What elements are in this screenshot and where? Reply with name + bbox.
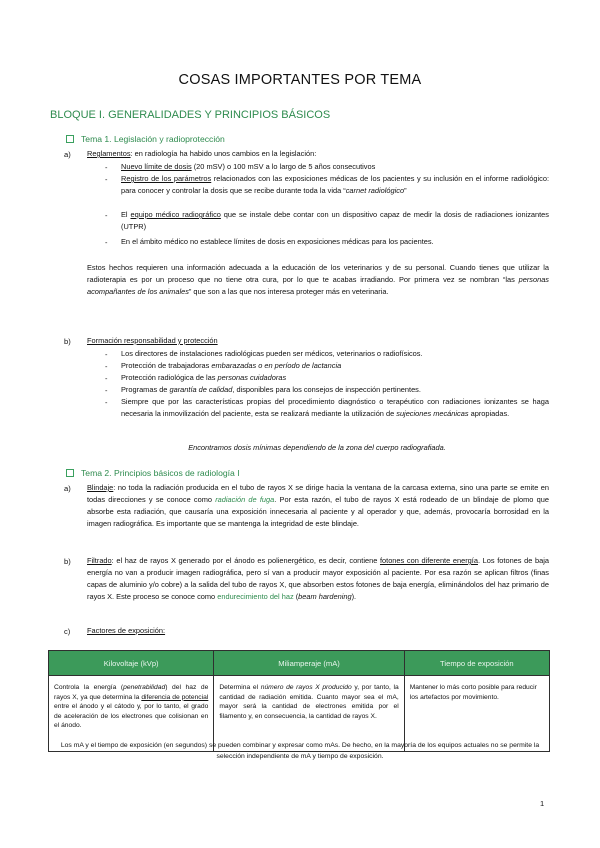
table-header: Miliamperaje (mA) [214, 651, 404, 676]
cell-text: y, por tanto, la cantidad de radiación emitida. Cuanto mayor sea el mA, mayor será la cantidad de electrones emitida por el filamento y, en consecuencia, la cantidad de rayos X. [219, 684, 399, 720]
bullet-text: , disponibles para los consejos de inspección pertinentes. [232, 385, 421, 394]
bullet-item: Los directores de instalaciones radiológicas pueden ser médicos, veterinarios o radiofísicos. [121, 349, 423, 358]
bullet-dash: - [105, 163, 108, 172]
filtrado-term: Filtrado [87, 556, 112, 565]
page-number: 1 [540, 799, 545, 808]
bullet-dash: - [105, 398, 108, 407]
paragraph-text: ). [351, 592, 357, 601]
bullet-item [121, 161, 549, 173]
bullet-dash: - [105, 350, 108, 359]
tema1-heading [66, 134, 225, 144]
highlight-term: radiación de fuga [215, 495, 275, 504]
item-a-text [87, 148, 547, 160]
paragraph-text: . Los fotones de baja energía no van a producir imagen radiográfica, pero sí van a producir mayor exposición al paciente. Por esa razón se aplican filtros (finas capas de aluminio y/o cobre) a la salida del tubo de rayos X, que absorben estos fotones de baja energía, eliminándolos del haz primario de rayos X. Este proceso se conoce como [87, 556, 549, 601]
bullet-underlined: equipo médico radiográfico [130, 210, 221, 219]
italic-term: beam hardening [298, 592, 352, 601]
bullet-text: ” [404, 186, 407, 195]
paragraph-text: Estos hechos requieren una información adecuada a la educación de los veterinarios y de su personal. Cuando tienes que utilizar la radioterapia es por un proceso que no tiene otra cura, por lo que te acabas irradiando. Por primera vez se nombran “las [87, 263, 549, 284]
bullet-dash: - [105, 175, 108, 184]
tema2-heading [66, 468, 240, 478]
bullet-text: que se instale debe contar con un dispositivo capaz de medir la dosis de radiaciones ionizantes (UTPR) [121, 210, 549, 231]
blindaje-term: Blindaje [87, 483, 114, 492]
paragraph-text: ( [293, 592, 299, 601]
table-header: Kilovoltaje (kVp) [49, 651, 214, 676]
bullet-text: Programas de [121, 385, 170, 394]
table-cell: Mantener lo más corto posible para reducir los artefactos por movimiento. [404, 676, 549, 752]
item-a-rest: : en radiología ha habido unos cambios en la legislación: [130, 149, 317, 158]
bullet-dash: - [105, 374, 108, 383]
paragraph-italic: personas acompañantes de los animales [87, 275, 549, 296]
bullet-italic: carnet radiológico [345, 186, 405, 195]
factores-title: Factores de exposición: [87, 626, 166, 635]
bullet-underlined: Nuevo límite de dosis [121, 162, 192, 171]
item-b-title-text: Formación responsabilidad y protección [87, 336, 218, 345]
bullet-text: (20 mSV) o 100 mSV a lo largo de 5 años consecutivos [191, 162, 376, 171]
bullet-italic: embarazadas o en período de lactancia [211, 361, 342, 370]
bullet-italic: garantía de calidad [169, 385, 233, 394]
checkbox-icon[interactable] [66, 135, 74, 143]
center-note: Encontramos dosis mínimas dependiendo de la zona del cuerpo radiografiada. [188, 443, 446, 452]
cell-underlined: diferencia de potencial [141, 693, 209, 701]
bullet-dash: - [105, 238, 108, 247]
bullet-text: Siempre que por las características propias del procedimiento diagnóstico o terapéutico con radiaciones ionizantes se haga necesaria la inmovilización del paciente, esta se realizará mediante la utilización de [121, 397, 549, 418]
bullet-italic: personas cuidadoras [217, 373, 287, 382]
bullet-text: Protección de trabajadoras [121, 361, 212, 370]
item-c-label: c) [64, 627, 71, 636]
bullet-item [121, 372, 549, 384]
bullet-text: Protección radiológica de las [121, 373, 218, 382]
item-a-label: a) [64, 150, 71, 159]
exposure-factors-table [48, 650, 550, 752]
bullet-dash: - [105, 211, 108, 220]
bullet-text: apropiadas. [468, 409, 510, 418]
paragraph-text: ” que son a las que nos interesa proteger más en veterinaria. [188, 287, 389, 296]
table-footnote: Los mA y el tiempo de exposición (en segundos) se pueden combinar y expresar como mAs. De hecho, en la mayoría de los equipos actuales no se permite la selección independiente de mA y tiempo de exposición. [60, 742, 540, 760]
table-header: Tiempo de exposición [404, 651, 549, 676]
paragraph-text: : el haz de rayos X generado por el ánodo es polienergético, es decir, contiene [111, 556, 380, 565]
paragraph-text: : no toda la radiación producida en el tubo de rayos X se dirige hacia la ventana de la carcasa externa, sino una parte se emite en todas direcciones y se conoce como [87, 483, 549, 504]
item-b-label: b) [64, 557, 71, 566]
bullet-text: El [121, 210, 131, 219]
cell-text: Controla la energía ( [54, 684, 124, 691]
bullet-text: relacionados con las exposiciones médicas de los pacientes y su inclusión en el informe radiológico: para conocer y controlar la dosis que se recibe durante toda la vida “ [121, 174, 549, 195]
blindaje-paragraph [87, 482, 549, 530]
tema1-heading-text: Tema 1. Legislación y radioprotección [81, 134, 225, 144]
highlight-term: endurecimiento del haz [217, 592, 294, 601]
bullet-dash: - [105, 386, 108, 395]
bullet-item [121, 173, 549, 197]
block-title: BLOQUE I. GENERALIDADES Y PRINCIPIOS BÁSICOS [50, 109, 331, 121]
paragraph-text: . Por esta razón, el tubo de rayos X está rodeado de un blindaje de plomo que absorbe esta radiación, que causaría una exposición innecesaria al paciente y al operador y que, además, provocaría borrosidad en la imagen radiográfica. Es importante que se mantenga la integridad de este blindaje. [87, 495, 549, 528]
paragraph [87, 262, 549, 298]
filtrado-paragraph [87, 555, 549, 603]
bullet-underlined: Registro de los parámetros [121, 174, 212, 183]
cell-italic: penetrabilidad [123, 684, 166, 691]
bullet-item [121, 360, 549, 372]
cell-text: Determina el [219, 684, 261, 691]
cell-text: entre el ánodo y el cátodo y, por lo tanto, el grado de aceleración de los electrones que colisionan en el ánodo. [54, 703, 209, 730]
bullet-item [121, 209, 549, 233]
cell-italic: número de rayos X producido [260, 684, 352, 691]
checkbox-icon[interactable] [66, 469, 74, 477]
bullet-item [121, 396, 549, 420]
item-b-title [87, 335, 547, 347]
reglamentos-title: Reglamentos [87, 149, 131, 158]
bullet-italic: sujeciones mecánicas [396, 409, 469, 418]
item-b-label: b) [64, 337, 71, 346]
bullet-dash: - [105, 362, 108, 371]
underlined-term: fotones con diferente energía [379, 556, 478, 565]
tema2-heading-text: Tema 2. Principios básicos de radiología I [81, 468, 240, 478]
bullet-item [121, 384, 549, 396]
cell-text: ) del haz de rayos X, ya que determina la [54, 684, 209, 701]
document-title: COSAS IMPORTANTES POR TEMA [178, 72, 422, 88]
table-header-row [49, 651, 550, 676]
item-c-title [87, 625, 547, 637]
bullet-item: En el ámbito médico no establece límites de dosis en exposiciones médicas para los pacientes. [121, 237, 434, 246]
item-a-label: a) [64, 484, 71, 493]
